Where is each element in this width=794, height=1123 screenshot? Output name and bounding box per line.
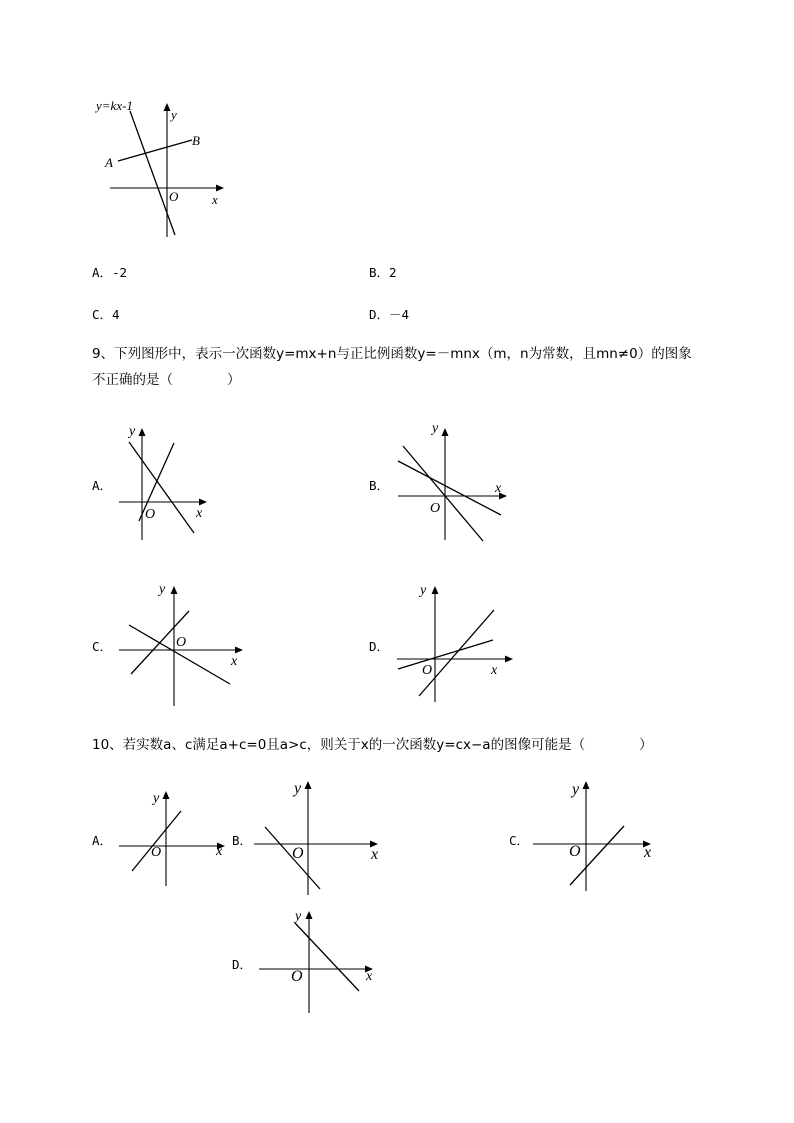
- q8-option-c[interactable]: C．4: [92, 307, 120, 322]
- q8-point-b-label: B: [192, 133, 200, 148]
- q9d-y-arrow: [432, 586, 439, 594]
- q8-x-arrow: [216, 185, 224, 192]
- q9-option-d-label[interactable]: D．: [369, 639, 390, 654]
- q9-graph-c: [115, 578, 250, 708]
- q10-graph-c: [528, 775, 668, 900]
- q9c-y-label: y: [159, 582, 166, 597]
- q9b-line-2: [398, 461, 501, 515]
- q9d-x-arrow: [505, 656, 513, 663]
- q9a-y-arrow: [139, 428, 146, 436]
- q10d-origin-label: O: [291, 968, 303, 985]
- q8-y-arrow: [164, 103, 171, 111]
- q10a-line: [132, 811, 181, 871]
- q10-option-b-label[interactable]: B．: [232, 833, 253, 848]
- q10d-y-label: y: [295, 909, 302, 924]
- q9d-x-label: x: [491, 663, 498, 678]
- q10-graph-b: [250, 775, 390, 900]
- q10c-x-label: x: [644, 844, 652, 861]
- q10a-y-label: y: [153, 791, 160, 806]
- q9-stem-line2: 不正确的是（ ）: [92, 372, 241, 388]
- q9d-line-1: [419, 610, 494, 696]
- q10-graph-d: [255, 905, 385, 1020]
- q9-graph-d: [390, 578, 520, 708]
- q9c-y-arrow: [171, 586, 178, 594]
- q9b-y-label: y: [432, 421, 439, 436]
- q8-x-label: x: [212, 192, 218, 207]
- q10-option-a-label[interactable]: A．: [92, 833, 113, 848]
- q8-segment-ab: [118, 140, 192, 161]
- q9b-origin-label: O: [430, 501, 441, 516]
- q9b-line-1: [403, 446, 483, 541]
- q8-line-label: y=kx-1: [96, 98, 133, 113]
- q9b-x-label: x: [495, 481, 502, 496]
- q9c-line-1: [129, 625, 230, 684]
- q8-origin-label: O: [169, 189, 179, 204]
- q9a-y-label: y: [129, 424, 136, 439]
- q9-graph-a: [115, 420, 215, 545]
- q9c-x-arrow: [235, 647, 243, 654]
- q9a-line-1: [129, 442, 194, 533]
- q9a-x-label: x: [196, 506, 203, 521]
- q9a-x-arrow: [199, 499, 207, 506]
- q10-stem: 10、若实数a、c满足a+c=0且a>c，则关于x的一次函数y=cx−a的图像可能是（ ）: [92, 737, 653, 753]
- q9c-x-label: x: [231, 654, 238, 669]
- q10a-origin-label: O: [151, 845, 162, 860]
- q9b-y-arrow: [442, 428, 449, 436]
- q8-point-a-label: A: [105, 155, 113, 170]
- q10c-origin-label: O: [569, 843, 581, 860]
- q9-option-a-label[interactable]: A．: [92, 478, 113, 493]
- q10c-y-label: y: [572, 781, 580, 798]
- q9-option-b-label[interactable]: B．: [369, 478, 390, 493]
- q10a-x-label: x: [216, 844, 223, 859]
- q10d-x-label: x: [366, 969, 373, 984]
- q9d-y-label: y: [420, 583, 427, 598]
- q8-option-b[interactable]: B．2: [369, 265, 397, 280]
- q8-option-a[interactable]: A．-2: [92, 265, 128, 280]
- q8-graph: [90, 95, 240, 245]
- q8-option-d[interactable]: D．－4: [369, 307, 410, 322]
- q10b-y-label: y: [294, 780, 302, 797]
- q10-graph-a: [115, 785, 235, 895]
- q9-graph-b: [390, 420, 515, 545]
- q9c-origin-label: O: [176, 635, 187, 650]
- q10-option-d-label[interactable]: D．: [232, 957, 253, 972]
- q10b-origin-label: O: [292, 845, 304, 862]
- q9-stem-line1: 9、下列图形中，表示一次函数y=mx+n与正比例函数y=－mnx（m，n为常数，且mn≠0）的图象: [92, 346, 692, 362]
- q8-line-kx-1: [130, 111, 175, 235]
- q10-option-c-label[interactable]: C．: [509, 833, 530, 848]
- q10a-y-arrow: [163, 791, 170, 799]
- q10b-y-arrow: [305, 781, 312, 789]
- q10b-x-label: x: [371, 846, 379, 863]
- q9d-origin-label: O: [422, 663, 433, 678]
- q10c-y-arrow: [583, 781, 590, 789]
- q9-option-c-label[interactable]: C．: [92, 639, 113, 654]
- q10d-line: [295, 923, 359, 991]
- q10d-y-arrow: [306, 911, 313, 919]
- q8-y-label: y: [171, 107, 177, 122]
- q9a-origin-label: O: [145, 507, 156, 522]
